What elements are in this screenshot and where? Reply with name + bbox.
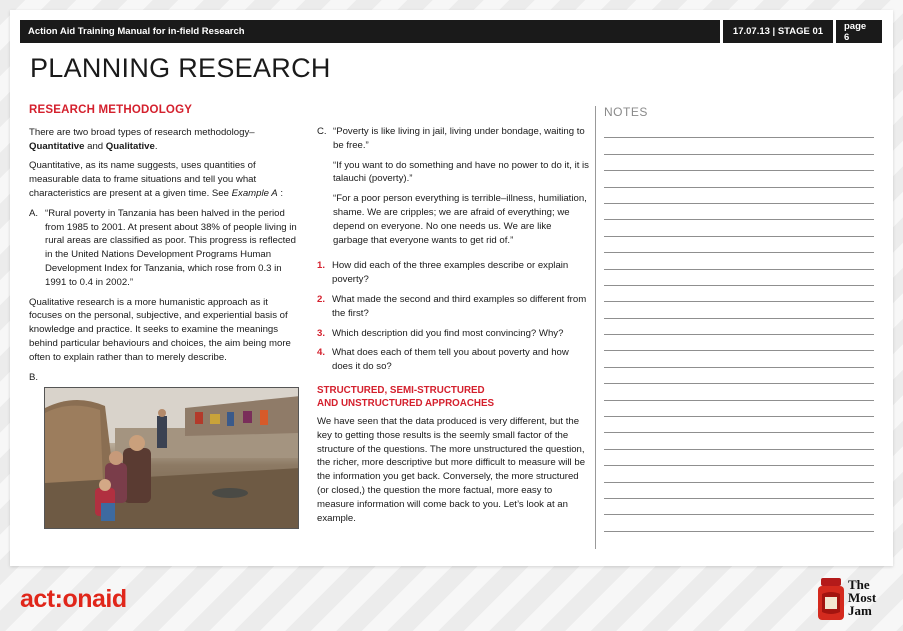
example-b-label: B. [29, 371, 39, 383]
example-a [29, 207, 303, 290]
notes-heading: NOTES [604, 105, 648, 119]
structured-paragraph: We have seen that the data produced is very different, but the key to getting those results is the seemly small factor of the structure of the questions. The more unstructured the question, the richer, more descriptive but more difficult to measure will be the information you get back. Conversely, the more structured (or closed,) the question the more factual, more easy to measure information will come back to you. Let’s look at an example. [317, 415, 586, 524]
intro-paragraph: There are two broad types of research methodology–Quantitative and Qualitative. [29, 126, 255, 152]
question-number: 1. [317, 260, 326, 272]
jam-jar-icon [817, 574, 849, 624]
quote-2: “If you want to do something and have no power to do it, it is talauchi (poverty).” [333, 159, 589, 185]
notes-line [604, 515, 874, 531]
notes-line [604, 286, 874, 302]
notes-line [604, 204, 874, 220]
example-a-text: “Rural poverty in Tanzania has been halved in the period from 1985 to 2001. At present about 38% of people living in rural areas are classified as poor. This progress is reflected in the United Nations Development Programs Human Development Index for Tanzania, which rose from 0.3 in 1991 to 0.4 in 2002.” [45, 207, 297, 288]
notes-line [604, 368, 874, 384]
notes-line [604, 270, 874, 286]
question-item [317, 327, 589, 341]
quantitative-paragraph: Quantitative, as its name suggests, uses quantities of measurable data to frame situations and tell you what characteristics are present at a given time. See Example A : [29, 160, 284, 199]
question-item [317, 346, 589, 374]
actionaid-logo: act:onaid [20, 585, 127, 613]
column-divider [595, 106, 596, 549]
notes-line [604, 433, 874, 449]
left-column [29, 104, 303, 529]
notes-line [604, 351, 874, 367]
notes-line [604, 122, 874, 138]
notes-line [604, 302, 874, 318]
question-item [317, 259, 589, 287]
village-photo [44, 387, 299, 529]
header-bar [20, 20, 882, 43]
quote-1: “Poverty is like living in jail, living under bondage, waiting to be free.” [333, 126, 585, 151]
question-text: Which description did you find most convincing? Why? [332, 327, 564, 339]
page-number: page 6 [836, 20, 882, 43]
section-heading: RESEARCH METHODOLOGY [29, 104, 193, 116]
notes-lines [604, 122, 874, 532]
question-number: 3. [317, 327, 326, 339]
notes-line [604, 417, 874, 433]
question-number: 2. [317, 293, 326, 305]
example-c [317, 125, 589, 253]
notes-line [604, 401, 874, 417]
notes-line [604, 384, 874, 400]
question-item [317, 293, 589, 321]
notes-line [604, 237, 874, 253]
example-b [29, 371, 303, 385]
notes-line [604, 450, 874, 466]
notes-line [604, 466, 874, 482]
question-text: How did each of the three examples describe or explain poverty? [332, 260, 569, 286]
notes-line [604, 319, 874, 335]
structured-heading: STRUCTURED, SEMI-STRUCTURED AND UNSTRUCTURED APPROACHES [317, 384, 495, 410]
notes-line [604, 335, 874, 351]
middle-column [317, 125, 589, 531]
notes-line [604, 138, 874, 154]
example-c-label: C. [317, 126, 327, 137]
notes-line [604, 499, 874, 515]
manual-title: Action Aid Training Manual for in-field Research [20, 20, 720, 43]
question-text: What made the second and third examples so different from the first? [332, 293, 587, 319]
notes-line [604, 155, 874, 171]
notes-line [604, 188, 874, 204]
jam-logo-text: The Most Jam [848, 577, 877, 618]
quote-3: “For a poor person everything is terrible–illness, humiliation, shame. We are cripples; we are afraid of everything; we depend on everyone. No one needs us. We are like garbage that everyone wants to get rid of.” [333, 193, 587, 246]
notes-line [604, 171, 874, 187]
example-a-label: A. [29, 207, 39, 219]
question-text: What does each of them tell you about poverty and how does it do so? [332, 347, 569, 373]
notes-line [604, 220, 874, 236]
question-number: 4. [317, 347, 326, 359]
page-title: PLANNING RESEARCH [30, 53, 331, 83]
notes-line [604, 483, 874, 499]
notes-line [604, 253, 874, 269]
stage-label: 17.07.13 | STAGE 01 [723, 20, 833, 43]
the-most-jam-logo [817, 574, 887, 624]
qualitative-paragraph: Qualitative research is a more humanistic approach as it focuses on the personal, subjective, and experiential basis of knowledge and practice. It seeks to examine the meanings behind particular behaviours and choices, the aim being more often to explain rather than to merely describe. [29, 296, 291, 363]
